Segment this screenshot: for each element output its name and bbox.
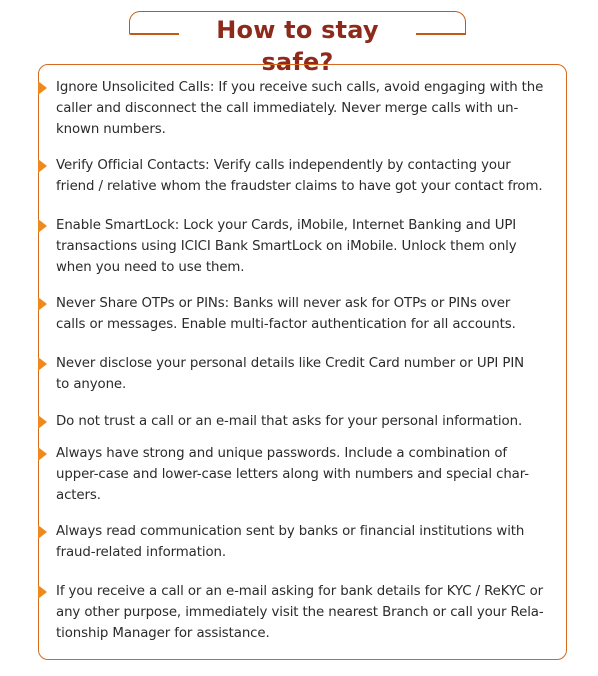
tip-text-line: when you need to use them. bbox=[56, 260, 245, 275]
tip-item bbox=[56, 215, 566, 278]
tip-text-line: Verify Official Contacts: Verify calls independently by contacting your bbox=[56, 158, 511, 173]
tip-text-line: fraud-related information. bbox=[56, 545, 226, 560]
bullet-arrow-icon bbox=[38, 357, 47, 371]
tip-text-line: Never disclose your personal details like Credit Card number or UPI PIN bbox=[56, 356, 525, 371]
section-header bbox=[0, 0, 598, 76]
tip-item bbox=[56, 581, 566, 644]
tip-text-line: transactions using ICICI Bank SmartLock on iMobile. Unlock them only bbox=[56, 239, 517, 254]
tip-text-line: Do not trust a call or an e-mail that asks for your personal information. bbox=[56, 414, 523, 429]
bullet-arrow-icon bbox=[38, 81, 47, 95]
tip-text-line: tionship Manager for assistance. bbox=[56, 626, 270, 641]
tip-text-line: to anyone. bbox=[56, 377, 127, 392]
tip-item bbox=[56, 293, 566, 335]
title-underline-right bbox=[416, 33, 466, 35]
tip-text-line: friend / relative whom the fraudster claims to have got your contact from. bbox=[56, 179, 543, 194]
tip-text-line: calls or messages. Enable multi-factor authentication for all accounts. bbox=[56, 317, 516, 332]
bullet-arrow-icon bbox=[38, 447, 47, 461]
tip-item bbox=[56, 411, 566, 432]
page-title: How to stay safe? bbox=[216, 16, 379, 76]
tip-text-line: Always read communication sent by banks or financial institutions with bbox=[56, 524, 525, 539]
tip-text-line: known numbers. bbox=[56, 122, 166, 137]
tip-text-line: upper-case and lower-case letters along with numbers and special char- bbox=[56, 467, 529, 482]
tip-item bbox=[56, 521, 566, 563]
tip-item bbox=[56, 353, 566, 395]
tip-text-line: any other purpose, immediately visit the nearest Branch or call your Rela- bbox=[56, 605, 544, 620]
tip-item bbox=[56, 443, 566, 506]
tip-text-line: Never Share OTPs or PINs: Banks will never ask for OTPs or PINs over bbox=[56, 296, 511, 311]
tip-text-line: Enable SmartLock: Lock your Cards, iMobile, Internet Banking and UPI bbox=[56, 218, 517, 233]
tip-text-line: Ignore Unsolicited Calls: If you receive such calls, avoid engaging with the bbox=[56, 80, 544, 95]
bullet-arrow-icon bbox=[38, 159, 47, 173]
bullet-arrow-icon bbox=[38, 297, 47, 311]
tip-text-line: Always have strong and unique passwords. Include a combination of bbox=[56, 446, 508, 461]
tip-text-line: caller and disconnect the call immediately. Never merge calls with un- bbox=[56, 101, 519, 116]
tip-text-line: acters. bbox=[56, 488, 101, 503]
bullet-arrow-icon bbox=[38, 585, 47, 599]
title-underline-left bbox=[129, 33, 179, 35]
bullet-arrow-icon bbox=[38, 415, 47, 429]
tip-item bbox=[56, 77, 566, 140]
bullet-arrow-icon bbox=[38, 219, 47, 233]
bullet-arrow-icon bbox=[38, 525, 47, 539]
tip-text-line: If you receive a call or an e-mail asking for bank details for KYC / ReKYC or bbox=[56, 584, 544, 599]
tip-item bbox=[56, 155, 566, 197]
